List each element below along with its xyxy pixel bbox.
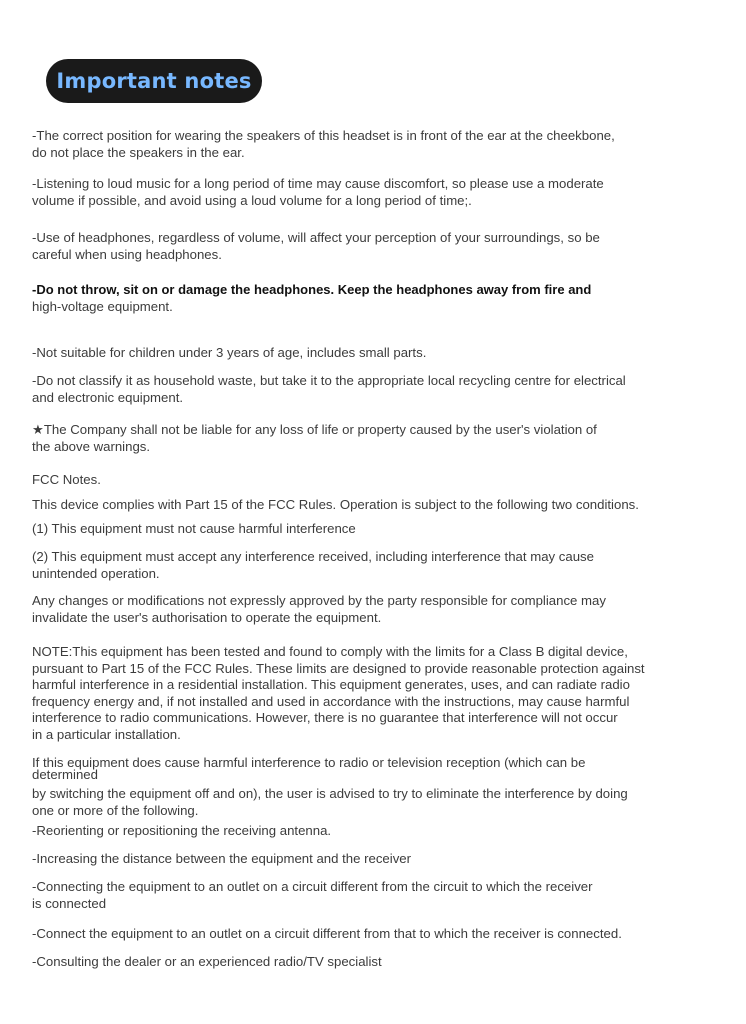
text-line: ★The Company shall not be liable for any loss of life or property caused by the user's violation of: [32, 422, 597, 437]
note-do-not-damage: [32, 282, 722, 315]
text-line: -Connecting the equipment to an outlet on a circuit different from the circuit to which the receiver: [32, 879, 593, 894]
text-line: -Do not classify it as household waste, but take it to the appropriate local recycling centre for electrical: [32, 373, 626, 388]
page-title: Important notes: [56, 69, 252, 93]
text-line: by switching the equipment off and on), the user is advised to try to eliminate the interference by doing: [32, 786, 628, 801]
text-line: (1) This equipment must not cause harmful interference: [32, 521, 356, 536]
text-line: -Connect the equipment to an outlet on a circuit different from that to which the receiver is connected.: [32, 926, 622, 941]
text-line: (2) This equipment must accept any interference received, including interference that may cause: [32, 549, 594, 564]
note-recycling: [32, 373, 722, 406]
text-line: -Consulting the dealer or an experienced radio/TV specialist: [32, 954, 382, 969]
fcc-measure-outlet: [32, 879, 722, 912]
note-children: [32, 345, 722, 362]
text-line: invalidate the user's authorisation to operate the equipment.: [32, 609, 382, 625]
text-line: frequency energy and, if not installed and used in accordance with the instructions, may cause harmful: [32, 693, 630, 709]
text-line: unintended operation.: [32, 565, 160, 581]
text-line: If this equipment does cause harmful interference to radio or television reception (which can be: [32, 755, 586, 770]
note-liability: [32, 422, 722, 455]
text-line: -The correct position for wearing the speakers of this headset is in front of the ear at the cheekbone,: [32, 128, 615, 143]
text-line: and electronic equipment.: [32, 389, 184, 405]
fcc-heading: [32, 472, 722, 489]
text-line: harmful interference in a residential installation. This equipment generates, uses, and can radiate radio: [32, 677, 630, 692]
fcc-condition-2: [32, 549, 722, 582]
text-line: is connected: [32, 895, 107, 911]
fcc-measure-distance: [32, 851, 722, 868]
fcc-modifications: [32, 593, 722, 626]
fcc-measure-reorient: [32, 823, 722, 840]
text-line: -Use of headphones, regardless of volume, will affect your perception of your surroundings, so be: [32, 230, 600, 245]
text-line: NOTE:This equipment has been tested and found to comply with the limits for a Class B digital device,: [32, 644, 628, 659]
text-line: high-voltage equipment.: [32, 298, 173, 314]
text-line: determined: [32, 767, 98, 782]
fcc-measure-dealer: [32, 954, 722, 971]
text-line: Any changes or modifications not expressly approved by the party responsible for compliance may: [32, 593, 606, 608]
note-loud-music: [32, 176, 722, 209]
text-line: -Reorienting or repositioning the receiving antenna.: [32, 823, 332, 838]
text-line: in a particular installation.: [32, 726, 181, 742]
text-line: This device complies with Part 15 of the FCC Rules. Operation is subject to the following two conditions.: [32, 497, 639, 512]
text-line: -Listening to loud music for a long period of time may cause discomfort, so please use a moderate: [32, 176, 604, 191]
text-line: -Not suitable for children under 3 years of age, includes small parts.: [32, 345, 427, 360]
text-line: one or more of the following.: [32, 802, 199, 818]
text-line: volume if possible, and avoid using a loud volume for a long period of time;.: [32, 192, 472, 208]
fcc-condition-1: [32, 521, 722, 538]
text-line: -Increasing the distance between the equipment and the receiver: [32, 851, 412, 866]
note-wearing-position: [32, 128, 722, 161]
text-line: the above warnings.: [32, 438, 151, 454]
fcc-measure-connect: [32, 926, 722, 943]
text-line: pursuant to Part 15 of the FCC Rules. These limits are designed to provide reasonable protection against: [32, 660, 645, 676]
fcc-class-b-note: [32, 644, 722, 743]
title-badge: [46, 59, 262, 103]
fcc-interference-advice: [32, 786, 722, 819]
text-line: careful when using headphones.: [32, 246, 222, 262]
note-surroundings: [32, 230, 722, 263]
text-line: -Do not throw, sit on or damage the headphones. Keep the headphones away from fire and: [32, 282, 592, 297]
fcc-interference-intro: [32, 757, 722, 781]
text-line: do not place the speakers in the ear.: [32, 144, 245, 160]
fcc-compliance: [32, 497, 722, 514]
text-line: interference to radio communications. However, there is no guarantee that interference will not occur: [32, 710, 618, 725]
text-line: FCC Notes.: [32, 472, 101, 487]
